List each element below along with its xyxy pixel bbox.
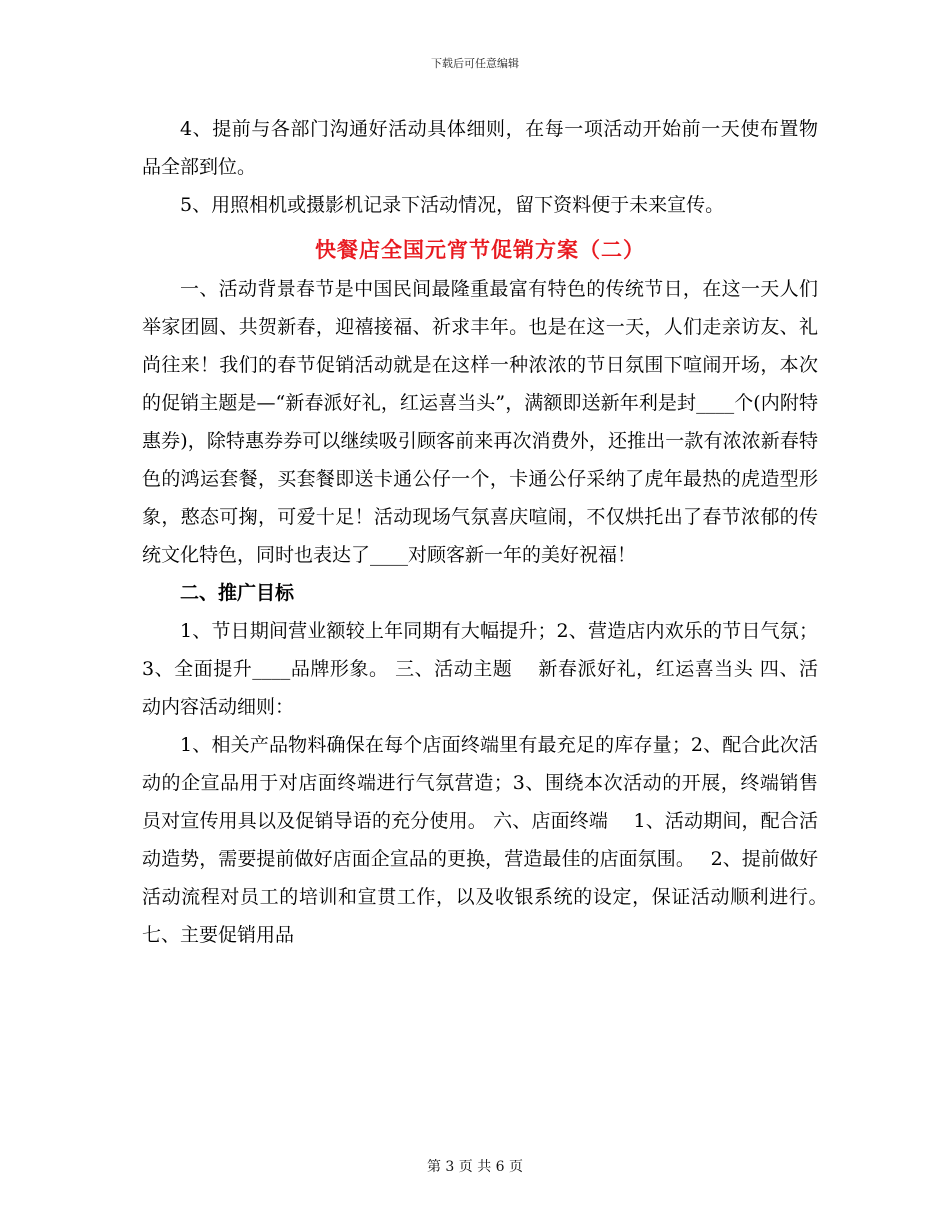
page-header: 下载后可任意编辑 — [431, 57, 519, 70]
section-background: 一、活动背景春节是中国民间最隆重最富有特色的传统节日，在这一天人们举家团圆、共贺新春，迎禧接福、祈求丰年。也是在这一天，人们走亲访友、礼尚往来！我们的春节促销活动就是在这样一种浓浓的节日氛围下喧闹开场，本次的促销主题是—“新春派好礼，红运喜当头”，满额即送新年利是封____个(内附特惠券)，除特惠券券可以继续吸引顾客前来再次消费外，还推出一款有浓浓新春特色的鸿运套餐，买套餐即送卡通公仔一个，卡通公仔采纳了虎年最热的虎造型形象，憨态可掬，可爱十足！活动现场气氛喜庆喧闹，不仅烘托出了春节浓郁的传统文化特色，同时也表达了____对顾客新一年的美好祝福！ — [142, 278, 818, 566]
page-number: 第 3 页 共 6 页 — [426, 1159, 524, 1175]
document-title: 快餐店全国元宵节促销方案（二） — [315, 237, 645, 262]
paragraph-item-5: 5、用照相机或摄影机记录下活动情况，留下资料便于未来宣传。 — [180, 194, 725, 216]
paragraph-item-4: 4、提前与各部门沟通好活动具体细则，在每一项活动开始前一天使布置物品全部到位。 — [142, 118, 818, 178]
section-promotion-goals: 1、节日期间营业额较上年同期有大幅提升；2、营造店内欢乐的节日气氛；3、全面提升____品牌形象。 三、活动主题 新春派好礼，红运喜当头 四、活动内容活动细则： — [142, 620, 818, 718]
document-body — [142, 110, 844, 954]
section-activity-details: 1、相关产品物料确保在每个店面终端里有最充足的库存量；2、配合此次活动的企宣品用于对店面终端进行气氛营造；3、围绕本次活动的开展，终端销售员对宣传用具以及促销导语的充分使用。 六、店面终端 1、活动期间，配合活动造势，需要提前做好店面企宣品的更换，营造最佳的店面氛围。 2、提前做好活动流程对员工的培训和宣贯工作，以及收银系统的设定，保证活动顺利进行。 七、主要促销用品 — [142, 734, 844, 946]
section-heading-promotion-goals: 二、推广目标 — [180, 582, 295, 604]
